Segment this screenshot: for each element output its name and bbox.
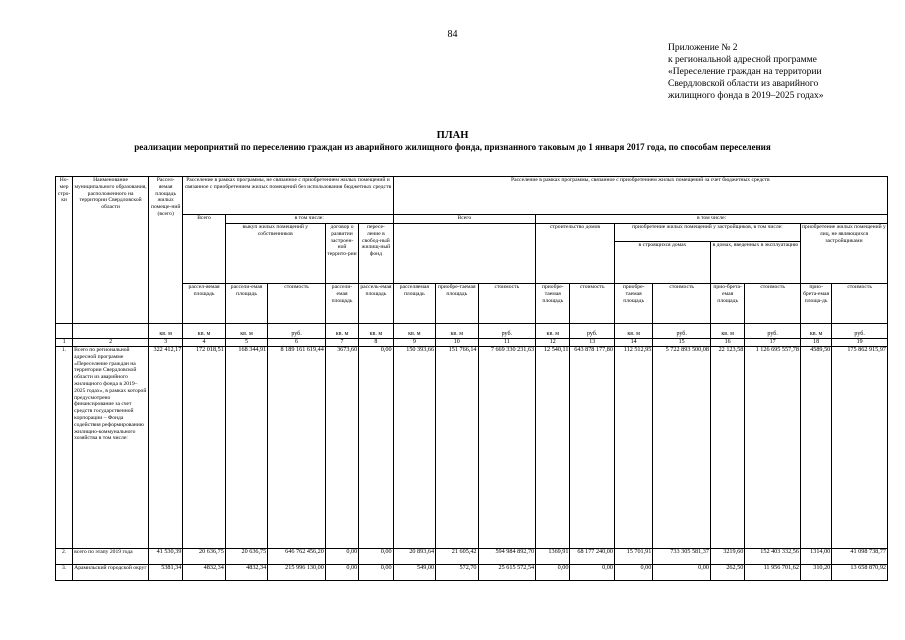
value-cell: 12 540,11 bbox=[536, 347, 570, 549]
table-row bbox=[56, 347, 888, 549]
header-house-construction: строительство домов bbox=[536, 224, 615, 284]
col-index: 12 bbox=[536, 339, 570, 347]
column-index-row bbox=[56, 339, 888, 347]
value-cell: 310,20 bbox=[800, 565, 831, 581]
col-index: 6 bbox=[268, 339, 326, 347]
value-cell: 594 984 892,70 bbox=[478, 549, 536, 565]
units-cell: руб. bbox=[268, 324, 326, 339]
row-name: всего по этапу 2019 года bbox=[73, 549, 149, 565]
value-cell: 0,00 bbox=[536, 565, 570, 581]
row-name: Всего по региональной адресной программе «Переселение граждан на территории Свердловской области из аварийного жилищного фонда в 2019–2025 годах», в рамках которой предусмотрено финансирование за счет средств государственной корпорации – Фонда содействия реформированию жилищно-коммунального хозяйства в том числе: bbox=[73, 347, 149, 549]
value-cell: 172 018,51 bbox=[183, 347, 225, 549]
value-cell: 0,00 bbox=[614, 565, 652, 581]
header-contract: договор о развитии застроен-ной террито-рии bbox=[325, 224, 358, 284]
value-cell: 112 512,95 bbox=[614, 347, 652, 549]
value-cell: 41 530,39 bbox=[148, 549, 182, 565]
header-blank bbox=[393, 224, 536, 284]
units-cell: кв. м bbox=[393, 324, 435, 339]
sub-header: стоимость bbox=[653, 284, 711, 324]
header-resettle-free: пересе-ление в свобод-ный жилищ-ный фонд bbox=[359, 224, 393, 284]
value-cell: 646 762 456,20 bbox=[268, 549, 326, 565]
value-cell: 0,00 bbox=[325, 565, 358, 581]
value-cell: 20 636,75 bbox=[225, 549, 267, 565]
value-cell: 4832,34 bbox=[225, 565, 267, 581]
value-cell: 0,00 bbox=[359, 347, 393, 549]
sub-header: стоимость bbox=[268, 284, 326, 324]
value-cell: 13 658 870,92 bbox=[832, 565, 888, 581]
col-index: 7 bbox=[325, 339, 358, 347]
page-number: 84 bbox=[447, 29, 458, 40]
header-purchase-developers: приобретение жилых помещений у застройщиков, в том числе: bbox=[614, 224, 800, 242]
value-cell: 4832,34 bbox=[183, 565, 225, 581]
units-cell bbox=[73, 324, 149, 339]
header-buyout: выкуп жилых помещений у собственников bbox=[225, 224, 325, 284]
value-cell: 0,00 bbox=[359, 549, 393, 565]
value-cell: 11 956 701,62 bbox=[745, 565, 801, 581]
sub-header: рассели-емая площадь bbox=[225, 284, 267, 324]
value-cell: 322 412,17 bbox=[148, 347, 182, 549]
units-cell: кв. м bbox=[800, 324, 831, 339]
value-cell: 0,00 bbox=[359, 565, 393, 581]
units-cell: кв. м bbox=[359, 324, 393, 339]
value-cell: 7 669 330 231,63 bbox=[478, 347, 536, 549]
value-cell: 4589,50 bbox=[800, 347, 831, 549]
header-total-a: Всего bbox=[183, 215, 225, 284]
value-cell: 1 126 695 557,78 bbox=[745, 347, 801, 549]
value-cell: 549,00 bbox=[393, 565, 435, 581]
header-group-b: Расселение в рамках программы, связанное с приобретением жилых помещений за счет бюджетных средств bbox=[393, 177, 887, 215]
units-cell: кв. м bbox=[183, 324, 225, 339]
annex-block bbox=[668, 42, 824, 102]
sub-header: стоимость bbox=[478, 284, 536, 324]
col-index: 5 bbox=[225, 339, 267, 347]
col-index: 19 bbox=[832, 339, 888, 347]
sub-header: рассели-емая площадь bbox=[325, 284, 358, 324]
value-cell: 25 615 572,54 bbox=[478, 565, 536, 581]
units-cell: кв. м bbox=[325, 324, 358, 339]
units-cell: руб. bbox=[832, 324, 888, 339]
header-total-b: Всего bbox=[393, 215, 536, 224]
sub-header: прио-брета-емая площа-дь bbox=[800, 284, 831, 324]
sub-header: расселяемая площадь bbox=[393, 284, 435, 324]
header-including-b: в том числе: bbox=[536, 215, 888, 224]
col-index: 14 bbox=[614, 339, 652, 347]
value-cell: 20 893,64 bbox=[393, 549, 435, 565]
col-index: 15 bbox=[653, 339, 711, 347]
col-index: 4 bbox=[183, 339, 225, 347]
col-index: 17 bbox=[745, 339, 801, 347]
value-cell: 20 636,75 bbox=[183, 549, 225, 565]
col-index: 18 bbox=[800, 339, 831, 347]
sub-header: приобре-таемая площадь bbox=[436, 284, 478, 324]
value-cell: 5381,34 bbox=[148, 565, 182, 581]
value-cell: 15 701,91 bbox=[614, 549, 652, 565]
table-row bbox=[56, 549, 888, 565]
value-cell: 262,50 bbox=[710, 565, 744, 581]
units-cell: кв. м bbox=[710, 324, 744, 339]
col-index: 3 bbox=[148, 339, 182, 347]
value-cell: 215 996 130,00 bbox=[268, 565, 326, 581]
units-cell: руб. bbox=[478, 324, 536, 339]
document-subtitle: реализации мероприятий по переселению граждан из аварийного жилищного фонда, признанного таковым до 1 января 2017 года, по способам переселения bbox=[134, 142, 771, 152]
units-cell: кв. м bbox=[148, 324, 182, 339]
value-cell: 68 177 240,00 bbox=[570, 549, 614, 565]
annex-line: Свердловской области из аварийного bbox=[668, 79, 819, 89]
value-cell: 733 305 581,37 bbox=[653, 549, 711, 565]
units-cell: руб. bbox=[745, 324, 801, 339]
plan-table bbox=[55, 176, 888, 581]
col-index: 13 bbox=[570, 339, 614, 347]
document-title: ПЛАН bbox=[436, 130, 469, 141]
units-cell: кв. м bbox=[225, 324, 267, 339]
row-number: 1. bbox=[56, 347, 73, 549]
units-cell: руб. bbox=[570, 324, 614, 339]
units-cell: кв. м bbox=[436, 324, 478, 339]
value-cell: 0,00 bbox=[653, 565, 711, 581]
col-index: 9 bbox=[393, 339, 435, 347]
annex-line: жилищного фонда в 2019–2025 годах» bbox=[668, 91, 824, 101]
units-cell bbox=[56, 324, 73, 339]
value-cell: 22 123,58 bbox=[710, 347, 744, 549]
sub-header: рассель-емая площадь bbox=[359, 284, 393, 324]
value-cell: 3219,60 bbox=[710, 549, 744, 565]
sub-header: прио-брета-емая площадь bbox=[710, 284, 744, 324]
row-number: 3. bbox=[56, 565, 73, 581]
sub-header: стоимость bbox=[745, 284, 801, 324]
col-index: 2 bbox=[73, 339, 149, 347]
units-cell: руб. bbox=[653, 324, 711, 339]
header-municipality: Наименование муниципального образования, расположенного на территории Свердловской области bbox=[73, 177, 149, 324]
header-purchase-non-dev: приобретение жилых помещений у лиц, не являющихся застройщиками bbox=[800, 224, 887, 284]
value-cell: 21 605,42 bbox=[436, 549, 478, 565]
col-index: 11 bbox=[478, 339, 536, 347]
value-cell: 150 393,66 bbox=[393, 347, 435, 549]
col-index: 8 bbox=[359, 339, 393, 347]
sub-header: стоимость bbox=[832, 284, 888, 324]
value-cell: 175 862 915,97 bbox=[832, 347, 888, 549]
units-row bbox=[56, 324, 888, 339]
col-index: 10 bbox=[436, 339, 478, 347]
sub-header: приобре-таемая площадь bbox=[614, 284, 652, 324]
value-cell: 1369,91 bbox=[536, 549, 570, 565]
value-cell: 3673,60 bbox=[325, 347, 358, 549]
value-cell: 152 403 332,56 bbox=[745, 549, 801, 565]
header-row-no: Но-мер стро-ки bbox=[56, 177, 73, 324]
value-cell: 168 344,91 bbox=[225, 347, 267, 549]
value-cell: 0,00 bbox=[570, 565, 614, 581]
row-number: 2. bbox=[56, 549, 73, 565]
col-index: 1 bbox=[56, 339, 73, 347]
units-cell: кв. м bbox=[614, 324, 652, 339]
header-group-a: Расселение в рамках программы, не связанное с приобретением жилых помещений и связанное с приобретением жилых помещений без использования бюджетных средств bbox=[183, 177, 393, 215]
annex-line: к региональной адресной программе bbox=[668, 55, 817, 65]
header-resettled-area: Рассел-яемая площадь жилых помеще-ний (всего) bbox=[148, 177, 182, 324]
header-in-construction: в строящихся домах bbox=[614, 242, 710, 284]
value-cell: 5 722 893 500,08 bbox=[653, 347, 711, 549]
value-cell: 1314,00 bbox=[800, 549, 831, 565]
header-including-a: в том числе: bbox=[225, 215, 393, 224]
value-cell: 0,00 bbox=[325, 549, 358, 565]
value-cell: 151 766,14 bbox=[436, 347, 478, 549]
header-in-commissioned: в домах, введенных в эксплуатацию bbox=[710, 242, 800, 284]
sub-header: стоимость bbox=[570, 284, 614, 324]
annex-line: Приложение № 2 bbox=[668, 43, 738, 53]
table-row bbox=[56, 565, 888, 581]
col-index: 16 bbox=[710, 339, 744, 347]
value-cell: 8 189 161 619,44 bbox=[268, 347, 326, 549]
value-cell: 572,70 bbox=[436, 565, 478, 581]
sub-header: рассел-яемая площадь bbox=[183, 284, 225, 324]
value-cell: 41 098 738,77 bbox=[832, 549, 888, 565]
value-cell: 643 878 177,80 bbox=[570, 347, 614, 549]
sub-header: приобре-таемая площадь bbox=[536, 284, 570, 324]
units-cell: кв. м bbox=[536, 324, 570, 339]
annex-line: «Переселение граждан на территории bbox=[668, 67, 822, 77]
row-name: Арамильский городской округ bbox=[73, 565, 149, 581]
